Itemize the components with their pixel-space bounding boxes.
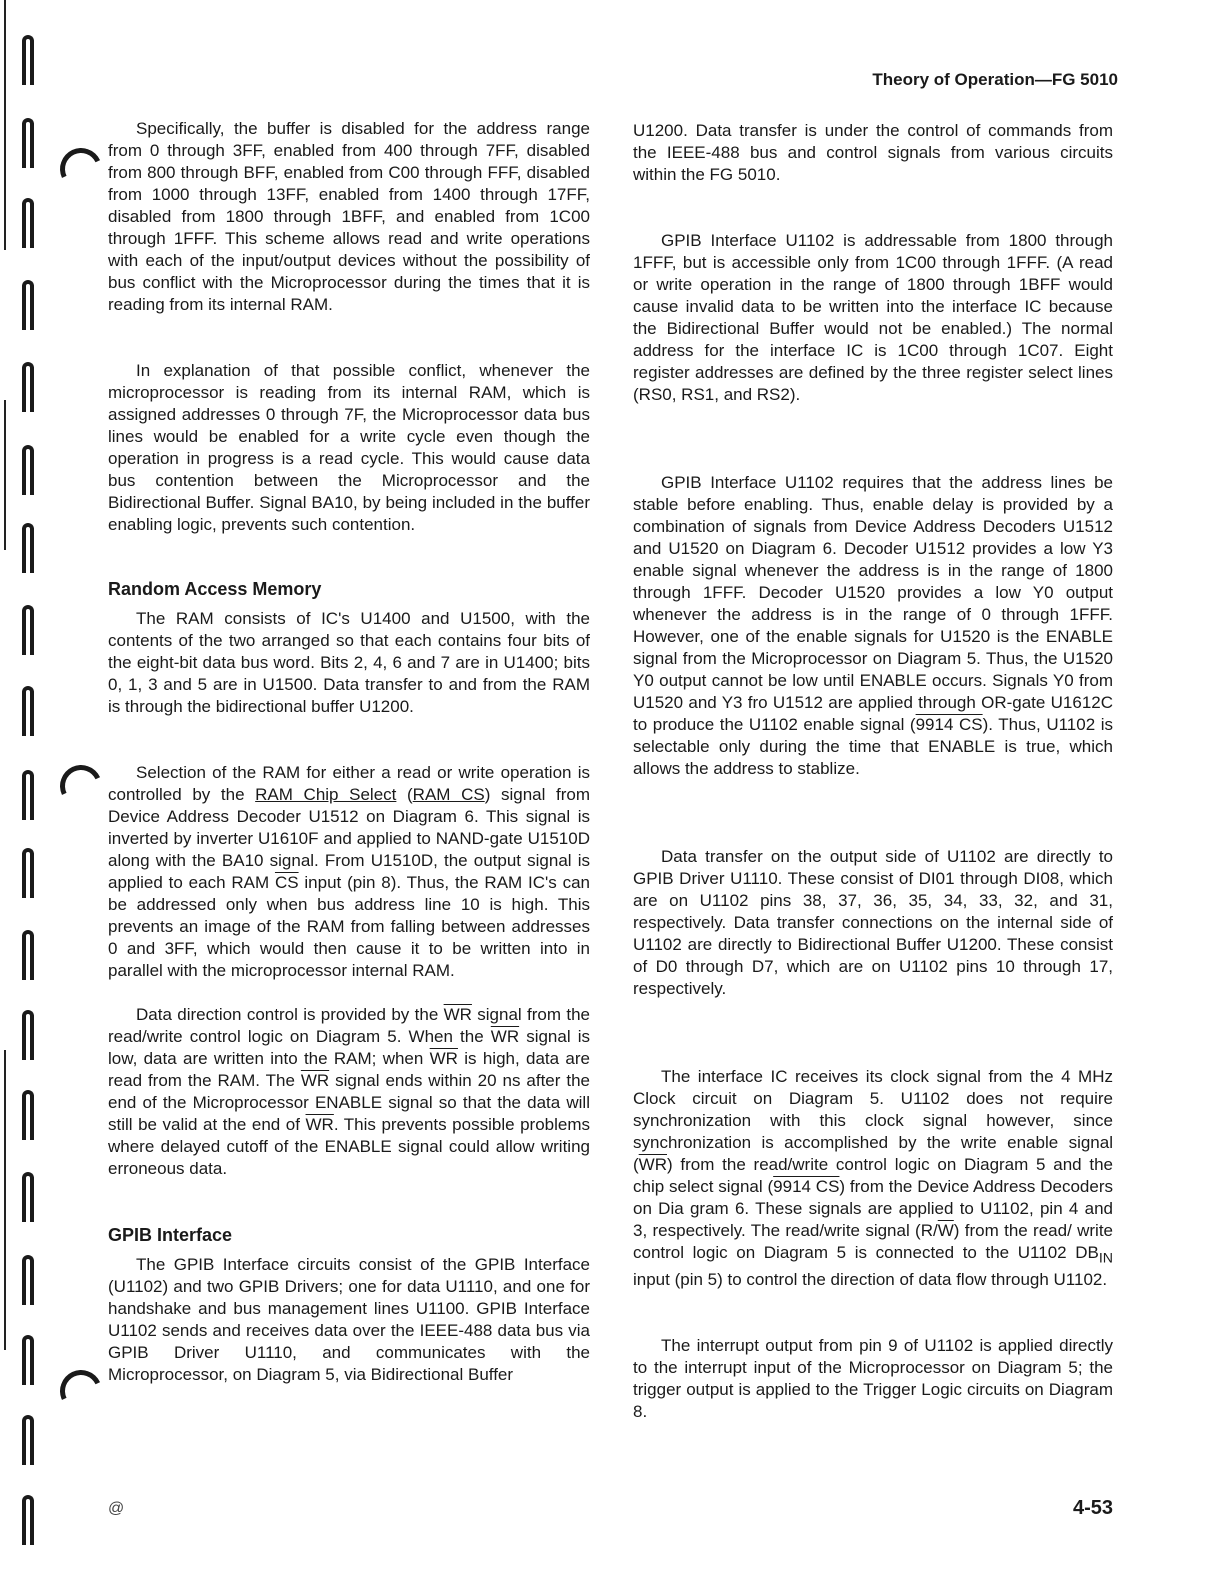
binder-ring — [22, 1010, 34, 1060]
paragraph: In explanation of that possible conflict, whenever the microprocessor is reading from its internal RAM, which is assigned addresses 0 through 7F, the Microprocessor data bus lines would be enabled for a write cycle even though the operation in progress is a read cycle. This would cause data bus contention between the Microprocessor and the Bidirectional Buffer. Signal BA10, by being included in the buffer enabling logic, prevents such contention. — [108, 361, 590, 534]
paragraph: Data transfer on the output side of U1102 are directly to GPIB Driver U1110. These consist of DI01 through DI08, which are on U1102 pins 38, 37, 36, 35, 34, 33, 32, and 31, respectively. Data transfer connections on the internal side of U1102 are directly to Bidirectional Buffer U1200. These consist of D0 through D7, which are on U1102 pins 10 through 17, respectively. — [633, 847, 1113, 998]
binder-ring — [22, 280, 34, 330]
footer-symbol: @ — [108, 1500, 125, 1517]
binder-ring — [22, 848, 34, 898]
section-heading-ram: Random Access Memory — [108, 579, 322, 599]
binder-ring — [22, 930, 34, 980]
left-column — [108, 118, 590, 1386]
margin-rule — [4, 400, 6, 550]
paragraph: Data direction control is provided by the $\overline{WR}$ signal from the read/write control logic on Diagram 5. When the $\overline{WR}$ signal is low, data are written into the RAM; when $\overline{WR}$ is high, data are read from the RAM. The $\overline{WR}$ signal ends within 20 ns after the end of the Microprocessor ENABLE signal so that the data will still be valid at the end of $\overline{WR}$. This prevents possible problems where delayed cutoff of the ENABLE signal could allow writing erroneous data. — [108, 1005, 590, 1178]
binder-ring — [22, 445, 34, 495]
subscript-in: IN — [1098, 1250, 1113, 1267]
binder-ring — [22, 198, 34, 248]
binder-hook — [54, 1364, 108, 1418]
9914-cs-signal: 9914 CS — [915, 715, 983, 734]
wr-signal: $\overline{WR}$ — [638, 1155, 667, 1174]
w-signal: $\overline{W}$ — [937, 1221, 954, 1240]
margin-rule — [4, 0, 6, 250]
binder-ring — [22, 362, 34, 412]
right-column — [633, 120, 1113, 1423]
ram-cs-signal: RAM CS — [412, 785, 485, 804]
page-number: 4-53 — [1072, 1497, 1113, 1519]
binder-ring — [22, 1415, 34, 1465]
binder-ring — [22, 118, 34, 168]
binder-ring — [22, 605, 34, 655]
wr-signal: $\overline{WR}$ — [490, 1027, 520, 1046]
binder-ring — [22, 1495, 34, 1545]
paragraph: Specifically, the buffer is disabled for the address range from 0 through 3FF, enabled from 400 through 7FF, disabled from 800 through BFF, enabled from C00 through FFF, disabled from 1000 through 13FF, enabled from 1400 through 17FF, disabled from 1800 through 1BFF, and enabled from 1C00 through 1FFF. This scheme allows read and write operations with each of the input/output devices without the possibility of bus conflict with the Microprocessor during the times that it is reading from its internal RAM. — [108, 119, 590, 314]
margin-rule — [4, 1050, 6, 1350]
wr-signal: $\overline{WR}$ — [429, 1049, 458, 1068]
cs-signal: $\overline{CS}$ — [274, 873, 299, 892]
paragraph: The RAM consists of IC's U1400 and U1500, with the contents of the two arranged so that each contains four bits of the eight-bit data bus word. Bits 2, 4, 6 and 7 are in U1400; bits 0, 1, 3 and 5 are in U1500. Data transfer to and from the RAM is through the bidirectional buffer U1200. — [108, 609, 590, 716]
binder-hook — [54, 759, 108, 813]
9914-cs-signal: 9914 CS — [773, 1177, 840, 1196]
binder-ring — [22, 1255, 34, 1305]
binder-hook — [54, 142, 108, 196]
wr-signal: $\overline{WR}$ — [443, 1005, 472, 1024]
paragraph: The interface IC receives its clock signal from the 4 MHz Clock circuit on Diagram 5. U1102 does not require synchronization with this clock signal however, since synchronization is accomplished by the write enable signal $(\overline{WR})$ from the read/write control logic on Diagram 5 and the chip select signal (9914 CS) from the Device Address Decoders on Dia gram 6. These signals are applied to U1102, pin 4 and 3, respectively. The read/write signal $(R/\overline{W})$ from the read/ write control logic on Diagram 5 is connected to the U1102 $DB_{IN}$ input (pin 5) to control the direction of data flow through U1102. — [633, 1067, 1114, 1290]
binder-ring — [22, 1335, 34, 1385]
paragraph: GPIB Interface U1102 requires that the address lines be stable before enabling. Thus, enable delay is provided by a combination of signals from Device Address Decoders U1512 and U1520 on Diagram 6. Decoder U1512 provides a low Y3 enable signal whenever the address is in the range of 1800 through 1FFF. Decoder U1520 provides a low Y0 output whenever the address is in the range of 0 through 1FFF. However, one of the enable signals for U1520 is the ENABLE signal from the Microprocessor on Diagram 5. Thus, the U1520 Y0 output cannot be low until ENABLE occurs. Signals Y0 from U1520 and Y3 fro U1512 are applied through OR-gate U1612C to produce the U1102 enable signal (9914 CS). Thus, U1102 is selectable only during the time that ENABLE is true, which allows the address to stablize. — [633, 473, 1113, 778]
paragraph: GPIB Interface U1102 is addressable from 1800 through 1FFF, but is accessible only from 1C00 through 1FFF. (A read or write operation in the range of 1800 through 1BFF would cause invalid data to be written into the interface IC because the Bidirectional Buffer would not be enabled.) The normal address for the interface IC is 1C00 through 1C07. Eight register addresses are defined by the three register select lines (RS0, RS1, and RS2). — [633, 231, 1113, 404]
paragraph: Selection of the RAM for either a read or write operation is controlled by the RAM Chip Select (RAM CS) signal from Device Address Decoder U1512 on Diagram 6. This signal is inverted by inverter U1610F and applied to NAND-gate U1510D along with the BA10 signal. From U1510D, the output signal is applied to each RAM $\overline{CS}$ input (pin 8). Thus, the RAM IC's can be addressed only when bus address line 10 is high. This prevents an image of the RAM from falling between addresses 0 and 3FF, which would then cause it to be written into in parallel with the microprocessor internal RAM. — [108, 763, 591, 980]
paragraph: U1200. Data transfer is under the control of commands from the IEEE-488 bus and control signals from various circuits within the FG 5010. — [633, 121, 1113, 184]
binder-ring — [22, 770, 34, 820]
binder-ring — [22, 35, 34, 85]
paragraph: The GPIB Interface circuits consist of the GPIB Interface (U1102) and two GPIB Drivers; one for data U1110, and one for handshake and bus management lines U1100. GPIB Interface U1102 sends and receives data over the IEEE-488 data bus via GPIB Driver U1110, and communicates with the Microprocessor, on Diagram 5, via Bidirectional Buffer — [108, 1255, 590, 1384]
paragraph: The interrupt output from pin 9 of U1102 is applied directly to the interrupt input of the Microprocessor on Diagram 5; the trigger output is applied to the Trigger Logic circuits on Diagram 8. — [633, 1336, 1113, 1422]
binder-ring — [22, 523, 34, 573]
ram-chip-select-signal: RAM Chip Select — [255, 785, 397, 804]
binder-ring — [22, 1090, 34, 1140]
page-header: Theory of Operation—FG 5010 — [872, 70, 1118, 89]
wr-signal: $\overline{WR}$ — [300, 1071, 330, 1090]
section-heading-gpib: GPIB Interface — [108, 1225, 233, 1245]
binder-ring — [22, 686, 34, 736]
wr-signal: $\overline{WR}$ — [305, 1115, 334, 1134]
binder-ring — [22, 1172, 34, 1222]
